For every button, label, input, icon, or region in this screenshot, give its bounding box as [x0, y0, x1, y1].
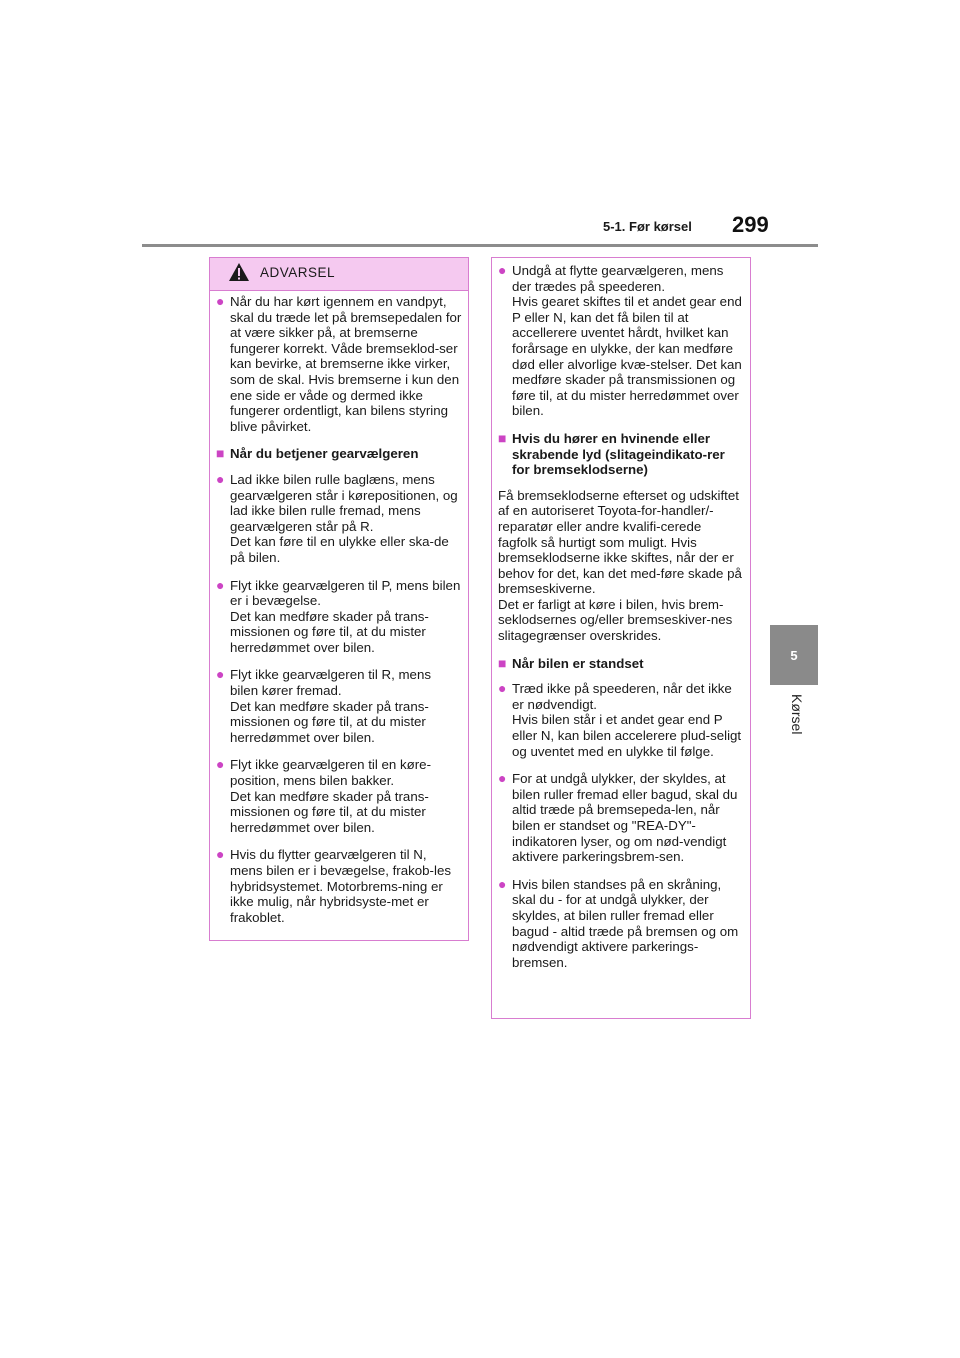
bullet-icon: ● [216, 666, 225, 683]
warning-header [210, 258, 468, 291]
list-item [216, 472, 462, 566]
list-item [216, 757, 462, 835]
list-item [216, 667, 462, 745]
subheading-stopped [498, 656, 744, 672]
list-item [498, 877, 744, 971]
item-text: Hvis du flytter gearvælgeren til N, mens bilen er i bevægelse, frakob-les hybridsystemet. Motorbrems-ning er ikke mulig, når hybridsyste-met er frakoblet. [230, 847, 451, 925]
subheading-gear [216, 446, 462, 462]
chapter-number: 5 [790, 647, 798, 663]
warning-triangle-icon [228, 262, 250, 282]
item-text: For at undgå ulykker, der skyldes, at bilen ruller fremad eller bagud, skal du altid træde på bremsepeda-len, når bilen er standset og "REA-DY"-indikatoren lyser, og om nød-vendigt aktivere parkeringsbrem-sen. [512, 771, 738, 865]
list-item [498, 681, 744, 759]
warning-content-right [492, 258, 750, 970]
item-text: Træd ikke på speederen, når det ikke er nødvendigt. Hvis bilen står i et andet gear end P eller N, kan bilen accelerere plud-seligt og uventet med en ulykke til følge. [512, 681, 742, 759]
subheading-text: Hvis du hører en hvinende eller skrabende lyd (slitageindikato-rer for bremseklodserne) [512, 430, 725, 478]
page-number: 299 [732, 212, 769, 237]
item-text: Lad ikke bilen rulle baglæns, mens gearvælgeren står i kørepositionen, og lad ikke bilen rulle fremad, mens gearvælgeren står på R. Det kan føre til en ulykke eller ska-de på bilen. [230, 471, 458, 565]
chapter-label: Kørsel [789, 694, 805, 735]
bullet-icon: ● [498, 262, 507, 278]
item-text: Når du har kørt igennem en vandpyt, skal du træde let på bremsepedalen for at være sikker på, at bremserne fungerer korrekt. Våde bremseklod-ser kan bevirke, at bremserne ikke virker, som de skal. Hvis bremserne i kun den ene side er våde og dermed ikke fungerer ordentligt, kan bilens styring blive påvirket. [230, 294, 462, 434]
item-text: Flyt ikke gearvælgeren til en køre-position, mens bilen bakker. Det kan medføre skader på trans-missionen og føre til, at du mister herredømmet over bilen. [230, 757, 431, 835]
item-text: Undgå at flytte gearvælgeren, mens der trædes på speederen. Hvis gearet skiftes til et andet gear end P eller N, kan det få bilen til at accellerere uventet hårdt, hvilket kan forårsage en ulykke, der kan medføre død eller alvorlige kvæ-stelser. Det kan medføre skader på transmissionen og føre til, at du mister herredømmet over bilen. [512, 263, 742, 419]
list-item [216, 578, 462, 656]
square-icon: ■ [498, 654, 507, 671]
square-icon: ■ [498, 429, 507, 446]
bullet-icon: ● [498, 875, 507, 892]
list-item [216, 294, 462, 434]
bullet-icon: ● [498, 680, 507, 697]
list-item [216, 847, 462, 925]
warning-box-left [209, 257, 469, 941]
list-item [498, 771, 744, 865]
chapter-tab [770, 625, 818, 685]
paragraph: Få bremseklodserne efterset og udskiftet af en autoriseret Toyota-for-handler/-reparatør eller andre kvalifi-cerede fagfolk så hurtigt som muligt. Hvis bremseklodserne ikke skiftes, når der er behov for det, kan det med-føre skade på bremseskiverne. Det er farligt at køre i bilen, hvis brem-seklodsernes og/eller bremseskiver-nes slitagegrænser overskrides. [498, 487, 742, 644]
square-icon: ■ [216, 445, 225, 462]
item-text: Hvis bilen standses på en skråning, skal du - for at undgå ulykker, der skyldes, at bilen ruller fremad eller bagud - altid træde på bremsen og om nødvendigt aktivere parkerings-bremsen. [512, 876, 739, 970]
warning-content-left [210, 291, 468, 925]
item-text: Flyt ikke gearvælgeren til P, mens bilen er i bevægelse. Det kan medføre skader på trans-missionen og føre til, at du mister herredømmet over bilen. [230, 577, 461, 655]
warning-title: ADVARSEL [260, 265, 336, 280]
bullet-icon: ● [216, 576, 225, 593]
list-item [498, 263, 744, 419]
bullet-icon: ● [216, 756, 225, 773]
bullet-icon: ● [216, 293, 225, 309]
bullet-icon: ● [216, 846, 225, 863]
section-title: 5-1. Før kørsel [603, 219, 692, 234]
subheading-squeal [498, 431, 744, 478]
bullet-icon: ● [498, 770, 507, 787]
item-text: Flyt ikke gearvælgeren til R, mens bilen kører fremad. Det kan medføre skader på trans-missionen og føre til, at du mister herredømmet over bilen. [230, 667, 431, 745]
header-rule [142, 244, 818, 247]
subheading-text: Når du betjener gearvælgeren [230, 446, 419, 462]
warning-box-right [491, 257, 751, 1019]
bullet-icon: ● [216, 470, 225, 487]
subheading-text: Når bilen er standset [512, 655, 644, 671]
